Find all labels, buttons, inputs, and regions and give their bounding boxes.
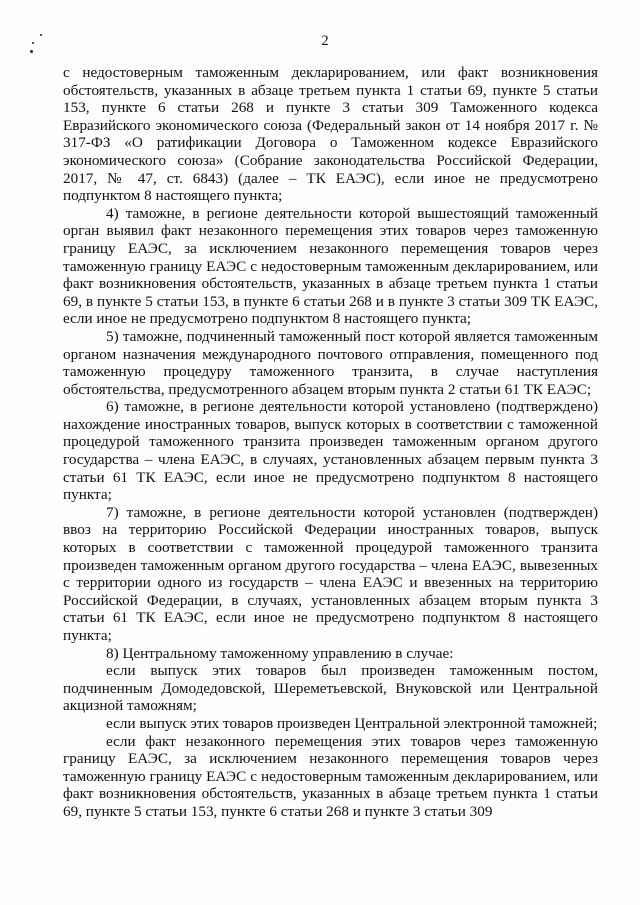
- paragraph-continuation: с недостоверным таможенным декларированием, или факт возникновения обстоятельств, указанных в абзаце третьем пункта 1 статьи 69, пункте 5 статьи 153, пункте 6 статьи 268 и пункте 3 статьи 309 Таможенного кодекса Евразийского экономического союза (Федеральный закон от 14 ноября 2017 г. № 317-ФЗ «О ратификации Договора о Таможенном кодексе Евразийского экономического союза» (Собрание законодательства Российской Федерации, 2017, № 47, ст. 6843) (далее – ТК ЕАЭС), если иное не предусмотрено подпунктом 8 настоящего пункта;: [63, 64, 598, 205]
- paragraph-item-4: 4) таможне, в регионе деятельности которой вышестоящий таможенный орган выявил факт незаконного перемещения этих товаров через таможенную границу ЕАЭС, за исключением незаконного перемещения товаров через таможенную границу ЕАЭС с недостоверным таможенным декларированием, или факт возникновения обстоятельств, указанных в абзаце третьем пункта 1 статьи 69, в пункте 5 статьи 153, в пункте 6 статьи 268 и в пункте 3 статьи 309 ТК ЕАЭС, если иное не предусмотрено подпунктом 8 настоящего пункта;: [63, 204, 598, 328]
- paragraph-item-8-case-2: если выпуск этих товаров произведен Центральной электронной таможней;: [106, 714, 598, 732]
- paragraph-item-6: 6) таможне, в регионе деятельности которой установлено (подтверждено) нахождение иностранных товаров, выпуск которых в соответствии с таможенной процедурой таможенного транзита произведен таможенным органом другого государства – члена ЕАЭС, в случаях, установленных абзацем первым пункта 3 статьи 61 ТК ЕАЭС, если иное не предусмотрено подпунктом 8 настоящего пункта;: [63, 398, 598, 504]
- paragraph-item-5: 5) таможне, подчиненный таможенный пост которой является таможенным органом назначения международного почтового отправления, помещенного под таможенную процедуру таможенного транзита, в случае наступления обстоятельства, предусмотренного абзацем вторым пункта 2 статьи 61 ТК ЕАЭС;: [63, 327, 598, 398]
- paragraph-item-8: 8) Центральному таможенному управлению в случае:: [106, 644, 454, 662]
- document-body: [63, 64, 598, 821]
- page-number: 2: [321, 33, 329, 49]
- paragraph-item-8-case-1: если выпуск этих товаров был произведен таможенным постом, подчиненным Домодедовской, Шереметьевской, Внуковской или Центральной акцизной таможням;: [63, 662, 598, 715]
- paragraph-item-7: 7) таможне, в регионе деятельности которой установлен (подтвержден) ввоз на территорию Российской Федерации иностранных товаров, выпуск которых в соответствии с таможенной процедурой таможенного транзита произведен таможенным органом другого государства – члена ЕАЭС, вывезенных с территории одного из государств – члена ЕАЭС и ввезенных на территорию Российской Федерации, в случаях, установленных абзацем вторым пункта 3 статьи 61 ТК ЕАЭС, если иное не предусмотрено подпунктом 8 настоящего пункта;: [63, 503, 598, 644]
- paragraph-item-8-case-3: если факт незаконного перемещения этих товаров через таможенную границу ЕАЭС, за исключением незаконного перемещения товаров через таможенную границу ЕАЭС с недостоверным таможенным декларированием, или факт возникновения обстоятельств, указанных в абзаце третьем пункта 1 статьи 69, пункте 5 статьи 153, пункте 6 статьи 268 и пункте 3 статьи 309: [63, 732, 598, 820]
